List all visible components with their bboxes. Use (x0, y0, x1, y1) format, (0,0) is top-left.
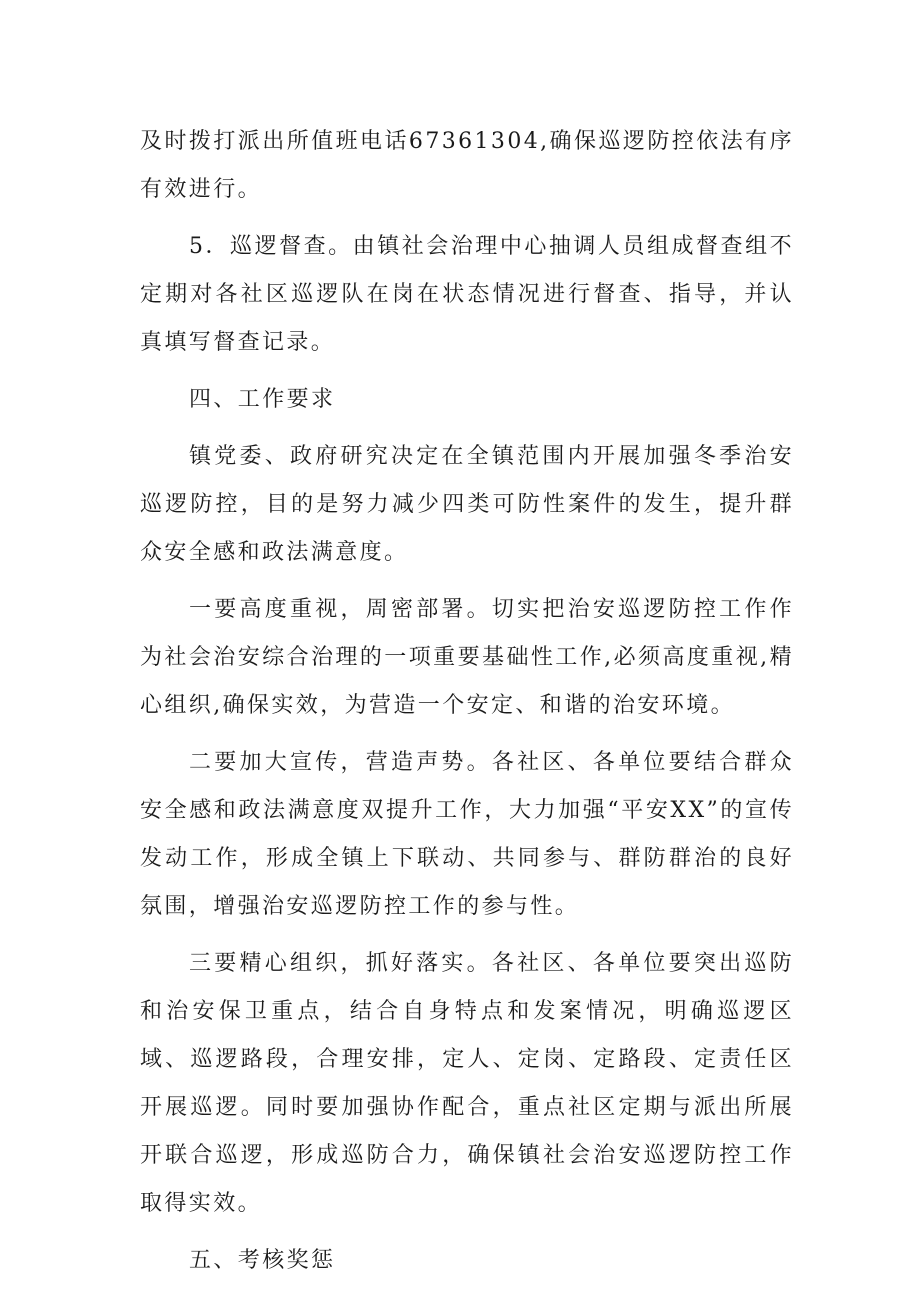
paragraph-requirement-three: 三要精心组织，抓好落实。各社区、各单位要突出巡防和治安保卫重点，结合自身特点和发案情况，明确巡逻区域、巡逻路段，合理安排，定人、定岗、定路段、定责任区开展巡逻。同时要加强协作配合，重点社区定期与派出所展开联合巡逻，形成巡防合力，确保镇社会治安巡逻防控工作取得实效。 (140, 951, 794, 1216)
paragraph-continued-phone-number: 及时拨打派出所值班电话67361304,确保巡逻防控依法有序有效进行。 (140, 129, 794, 202)
paragraph-party-committee-decision: 镇党委、政府研究决定在全镇范围内开展加强冬季治安巡逻防控，目的是努力减少四类可防性案件的发生，提升群众安全感和政法满意度。 (140, 444, 794, 565)
section-heading-assessment: 五、考核奖惩 (189, 1248, 336, 1273)
paragraph-requirement-one: 一要高度重视，周密部署。切实把治安巡逻防控工作作为社会治安综合治理的一项重要基础性工作,必须高度重视,精心组织,确保实效，为营造一个安定、和谐的治安环境。 (140, 597, 794, 718)
paragraph-patrol-inspection: 5．巡逻督查。由镇社会治理中心抽调人员组成督查组不定期对各社区巡逻队在岗在状态情况进行督查、指导，并认真填写督查记录。 (140, 234, 794, 355)
section-heading-work-requirements: 四、工作要求 (189, 387, 336, 412)
paragraph-requirement-two: 二要加大宣传，营造声势。各社区、各单位要结合群众安全感和政法满意度双提升工作，大力加强“平安XX”的宣传发动工作，形成全镇上下联动、共同参与、群防群治的良好氛围，增强治安巡逻防控工作的参与性。 (140, 750, 794, 919)
